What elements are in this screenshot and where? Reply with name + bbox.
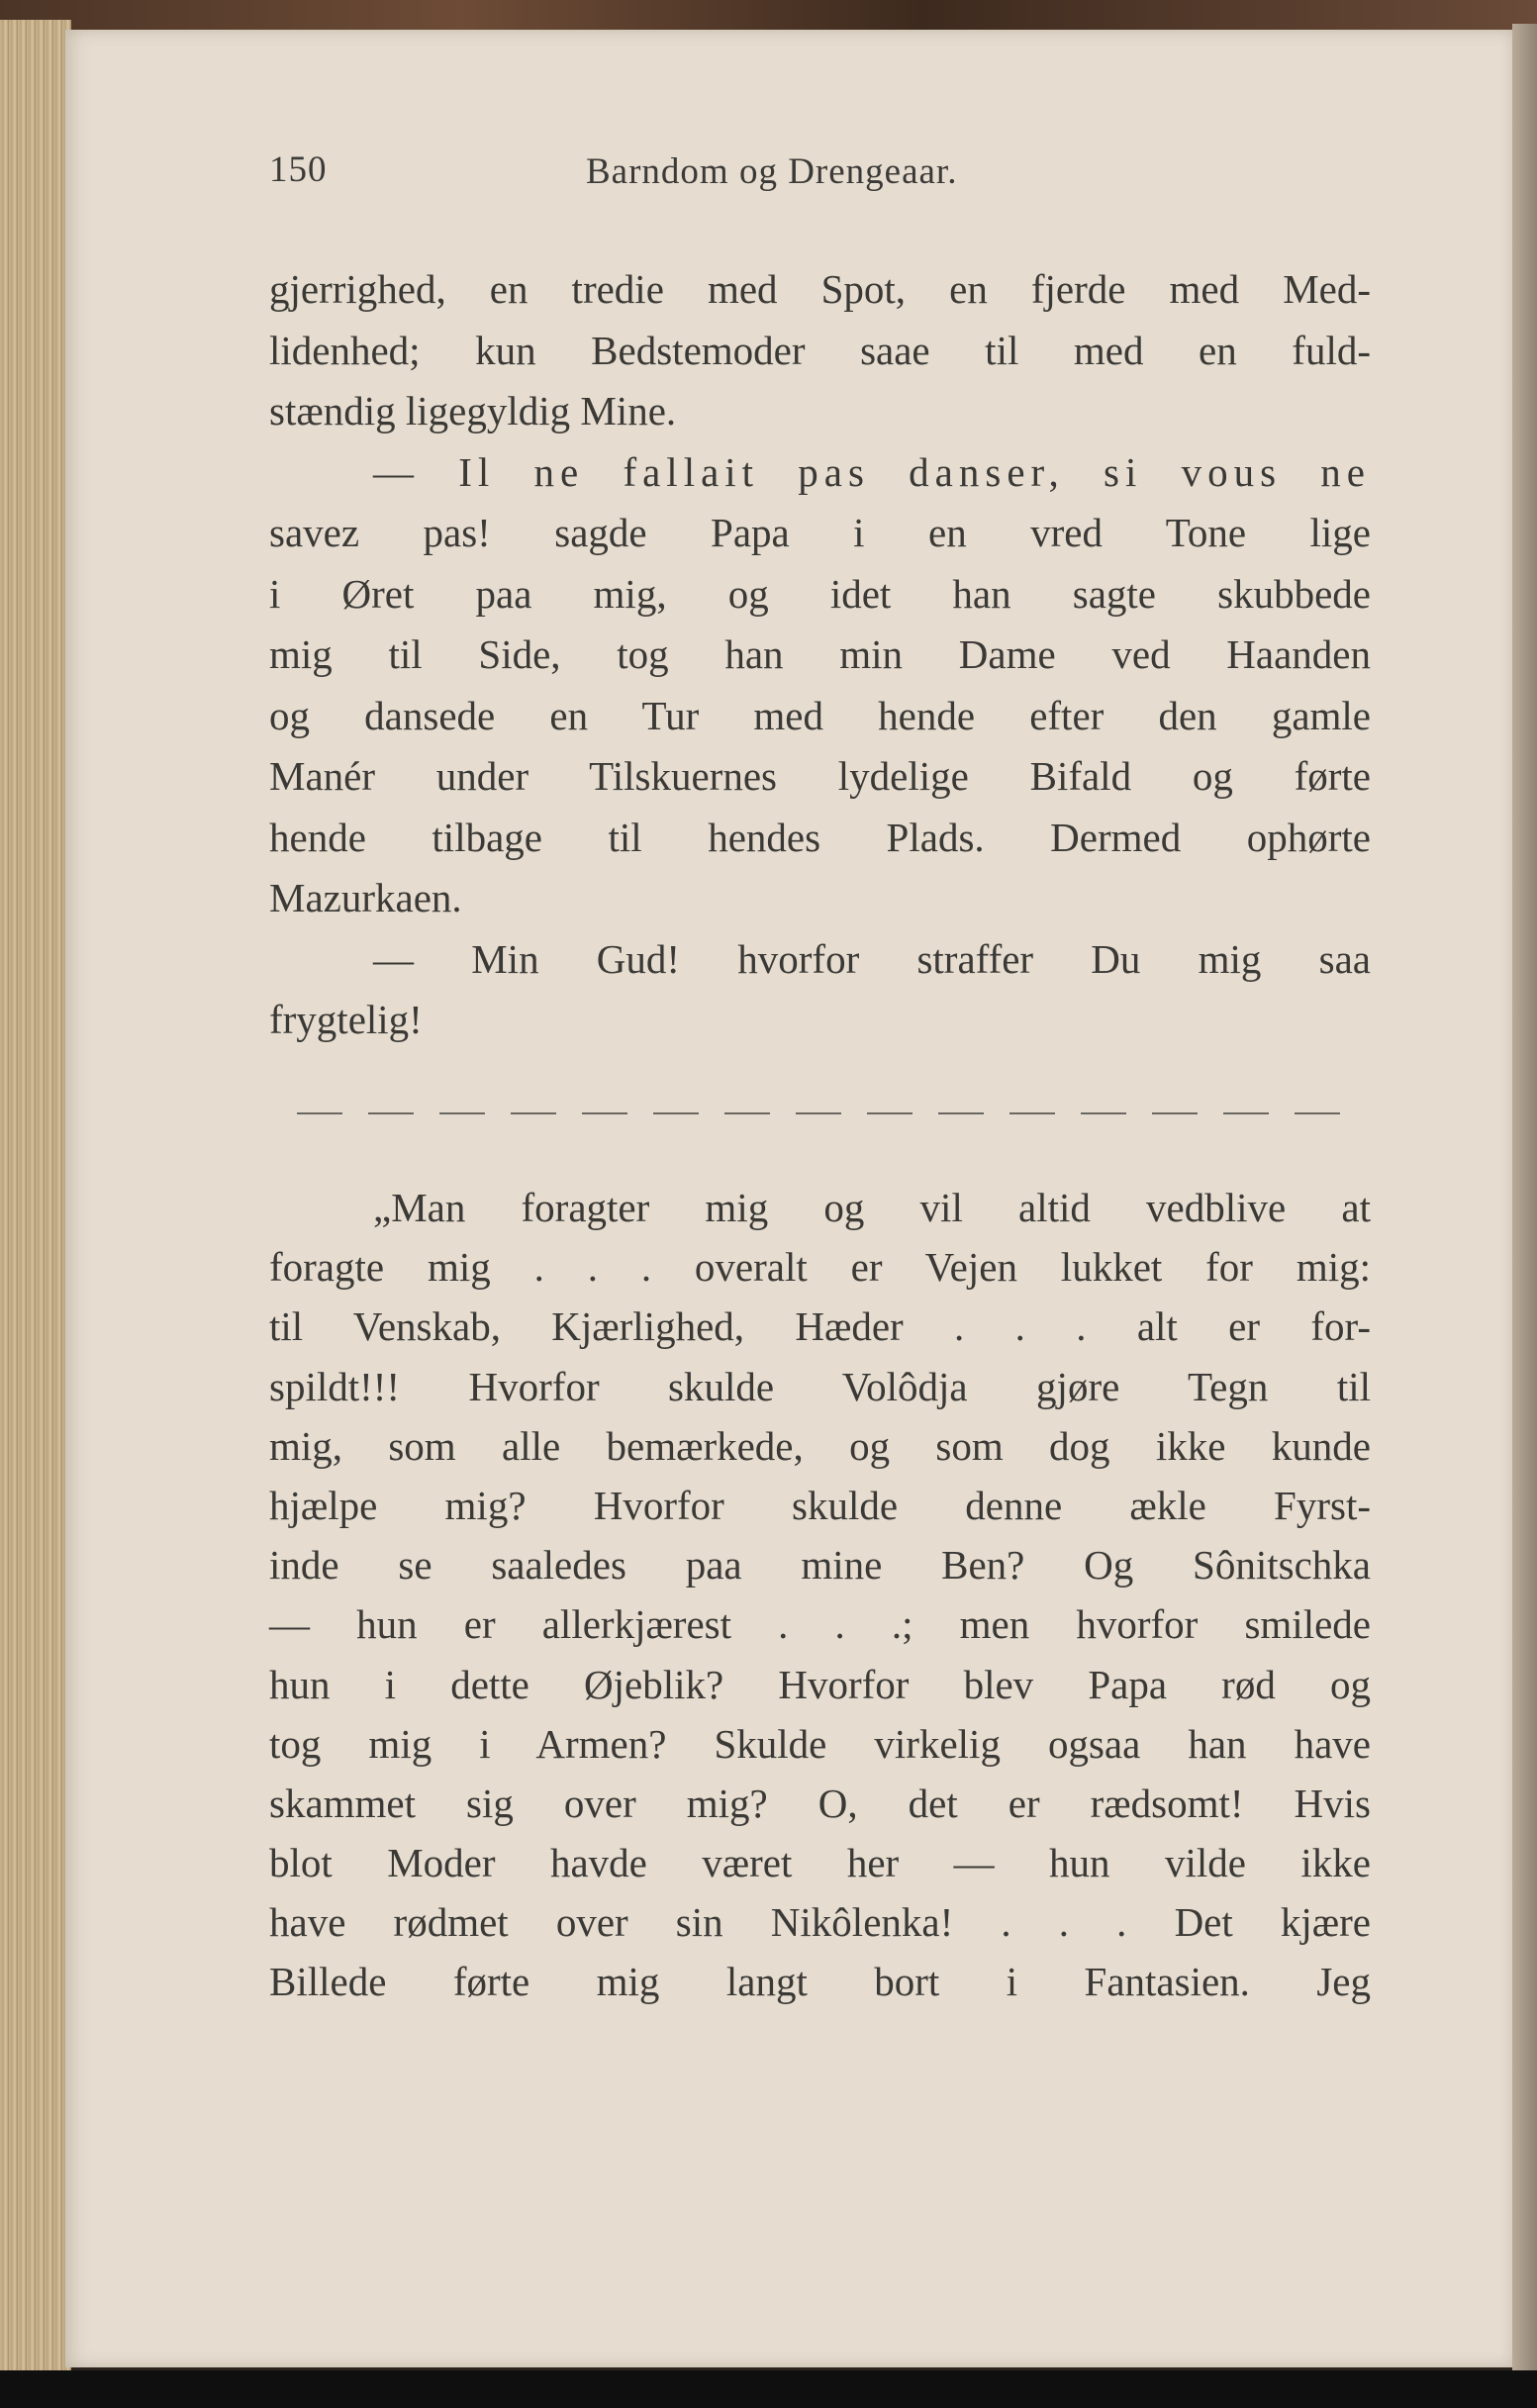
text-line: hende tilbage til hendes Plads. Dermed ophørte bbox=[269, 814, 1371, 860]
book-top-edge bbox=[0, 0, 1537, 34]
text-line: hjælpe mig? Hvorfor skulde denne ækle Fyrst- bbox=[269, 1482, 1371, 1528]
text-line: tog mig i Armen? Skulde virkelig ogsaa han have bbox=[269, 1720, 1371, 1767]
dash-mark bbox=[724, 1112, 770, 1114]
body-text-top bbox=[269, 259, 1371, 1051]
text-line: lidenhed; kun Bedstemoder saae til med en fuld- bbox=[269, 327, 1371, 373]
scan-bottom-border bbox=[0, 2370, 1537, 2408]
text-line: — Il ne fallait pas danser, si vous ne bbox=[373, 448, 1371, 495]
text-line: til Venskab, Kjærlighed, Hæder . . . alt er for- bbox=[269, 1303, 1371, 1350]
text-line: hun i dette Øjeblik? Hvorfor blev Papa rød og bbox=[269, 1661, 1371, 1707]
dash-mark bbox=[1152, 1112, 1198, 1114]
text-line: mig, som alle bemærkede, og som dog ikke kunde bbox=[269, 1422, 1371, 1469]
text-line: — Min Gud! hvorfor straffer Du mig saa bbox=[373, 935, 1371, 982]
page-number: 150 bbox=[269, 149, 328, 190]
running-title: Barndom og Drengeaar. bbox=[586, 151, 958, 192]
dash-mark bbox=[1081, 1112, 1126, 1114]
text-line: have rødmet over sin Nikôlenka! . . . Det kjære bbox=[269, 1899, 1371, 1946]
dash-mark bbox=[297, 1112, 342, 1114]
dash-mark bbox=[582, 1112, 627, 1114]
dash-mark bbox=[1295, 1112, 1340, 1114]
text-line: — hun er allerkjærest . . .; men hvorfor smilede bbox=[269, 1601, 1371, 1648]
text-line: stændig ligegyldig Mine. bbox=[269, 388, 677, 433]
dash-mark bbox=[1009, 1112, 1055, 1114]
running-head bbox=[269, 148, 1378, 208]
body-text-bottom bbox=[269, 1178, 1371, 2012]
text-line: foragte mig . . . overalt er Vejen lukket for mig: bbox=[269, 1244, 1371, 1291]
dash-mark bbox=[938, 1112, 984, 1114]
dash-mark bbox=[653, 1112, 699, 1114]
book-page-edges-left bbox=[0, 20, 71, 2375]
text-line: frygtelig! bbox=[269, 997, 423, 1042]
text-line: savez pas! sagde Papa i en vred Tone lige bbox=[269, 510, 1371, 555]
dash-mark bbox=[368, 1112, 414, 1114]
dash-mark bbox=[1223, 1112, 1269, 1114]
text-line: „Man foragter mig og vil altid vedblive at bbox=[373, 1185, 1371, 1230]
section-break-dashes bbox=[297, 1108, 1346, 1118]
text-line: gjerrighed, en tredie med Spot, en fjerde med Med- bbox=[269, 266, 1371, 312]
text-line: inde se saaledes paa mine Ben? Og Sônitschka bbox=[269, 1542, 1371, 1589]
text-line: Manér under Tilskuernes lydelige Bifald og førte bbox=[269, 753, 1371, 799]
dash-mark bbox=[511, 1112, 556, 1114]
text-line: spildt!!! Hvorfor skulde Volôdja gjøre Tegn til bbox=[269, 1363, 1371, 1409]
text-line: Mazurkaen. bbox=[269, 875, 462, 920]
dash-mark bbox=[796, 1112, 841, 1114]
text-line: Billede førte mig langt bort i Fantasien. Jeg bbox=[269, 1959, 1371, 2005]
text-line: mig til Side, tog han min Dame ved Haanden bbox=[269, 631, 1371, 677]
dash-mark bbox=[867, 1112, 913, 1114]
book-page-edge-right bbox=[1512, 24, 1537, 2371]
text-line: blot Moder havde været her — hun vilde ikke bbox=[269, 1840, 1371, 1886]
text-line: i Øret paa mig, og idet han sagte skubbede bbox=[269, 570, 1371, 617]
dash-mark bbox=[439, 1112, 485, 1114]
text-line: skammet sig over mig? O, det er rædsomt! Hvis bbox=[269, 1780, 1371, 1826]
text-line: og dansede en Tur med hende efter den gamle bbox=[269, 692, 1371, 738]
